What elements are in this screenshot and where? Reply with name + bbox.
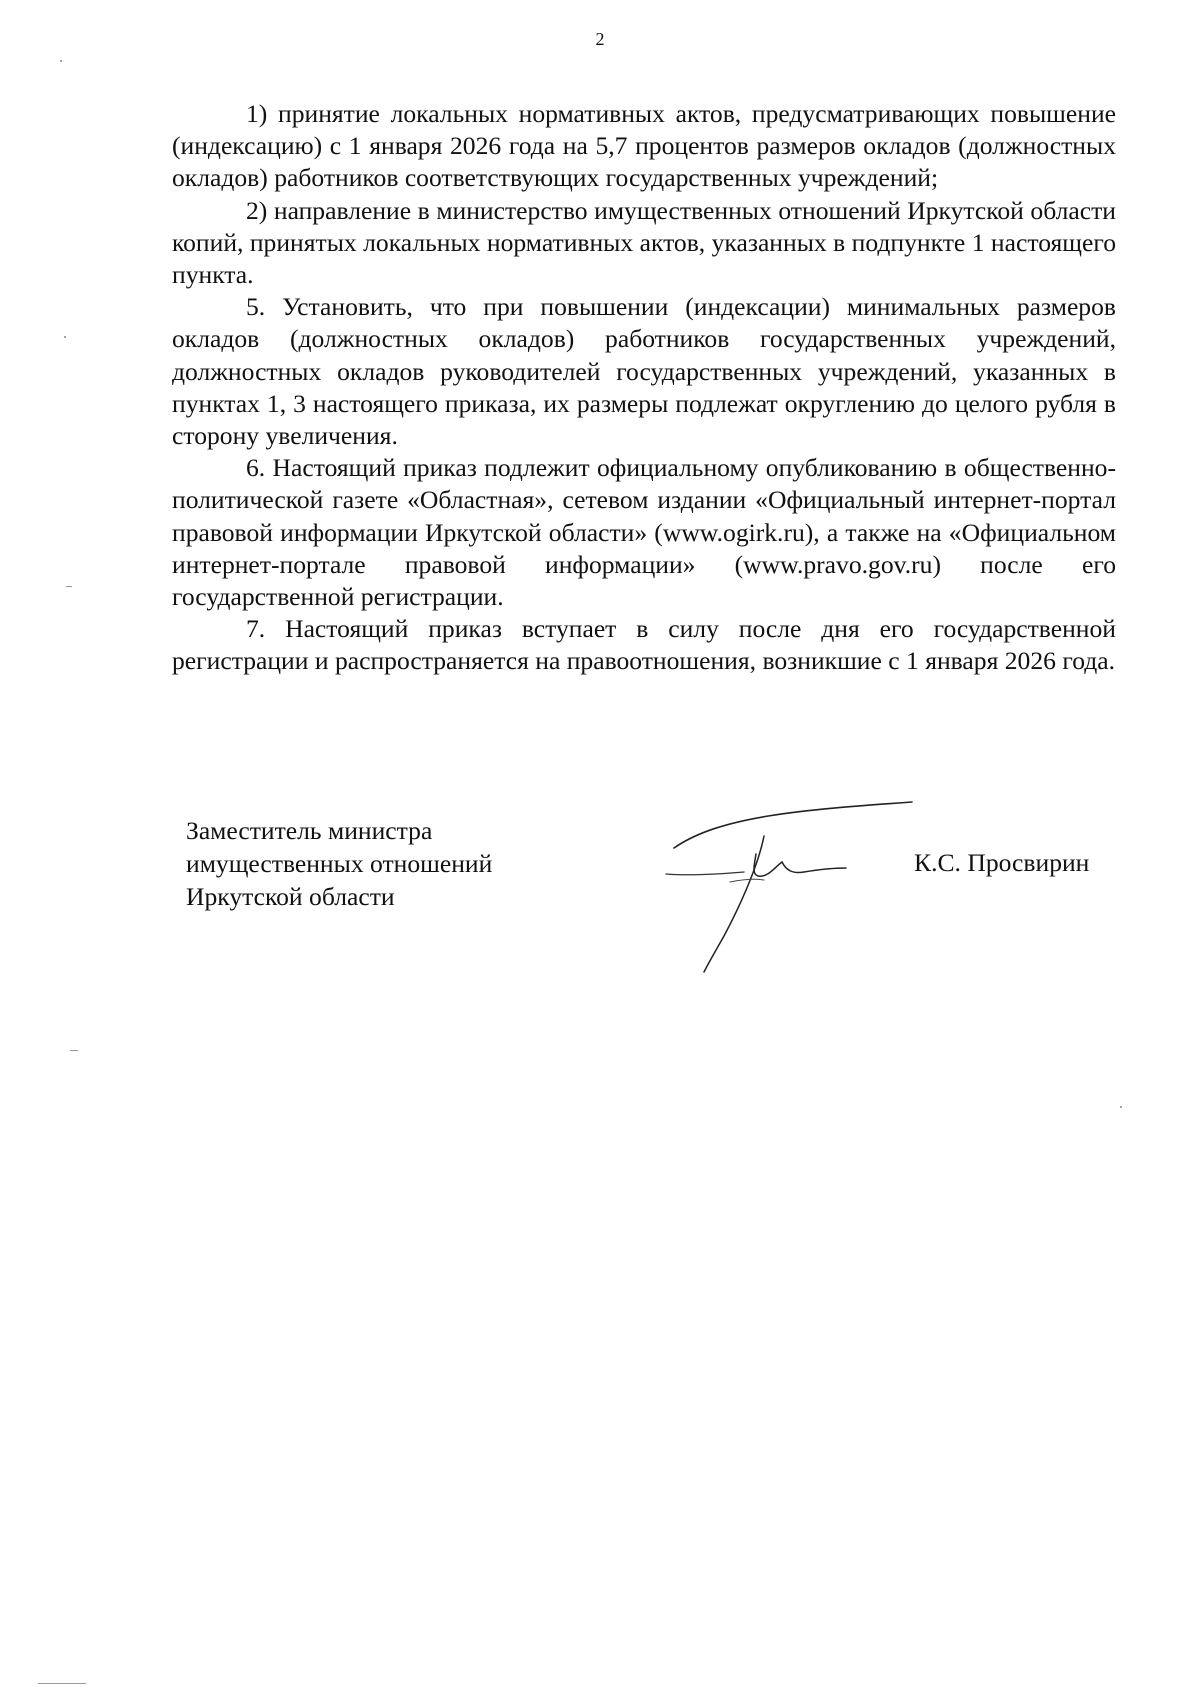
signer-name: К.С. Просвирин [914,848,1090,877]
document-body [172,98,1116,678]
scan-dot [60,60,62,62]
paragraph-subitem-1: 1) принятие локальных нормативных актов, предусматривающих повышение (индексацию) с 1 января 2026 года на 5,7 процентов размеров окладов (должностных окладов) работников соответствующих государственных учреждений; [172,99,1116,193]
paragraph-item-7: 7. Настоящий приказ вступает в силу после дня его государственной регистрации и распространяется на правоотношения, возникшие с 1 января 2026 года. [172,614,1116,676]
scan-mark [38,1683,86,1684]
paragraph-subitem-2: 2) направление в министерство имущественных отношений Иркутской области копий, принятых локальных нормативных актов, указанных в подпункте 1 настоящего пункта. [172,195,1116,290]
scan-mark [66,586,72,587]
scan-dot [64,336,66,338]
scan-dot [1120,1106,1122,1108]
handwritten-signature-icon [660,796,920,976]
scan-mark [70,1050,78,1051]
page-number: 2 [595,29,605,49]
paragraph-item-5: 5. Установить, что при повышении (индексации) минимальных размеров окладов (должностных окладов) работников государственных учреждений, должностных окладов руководителей государственных учреждений, указанных в пунктах 1, 3 настоящего приказа, их размеры подлежат округлению до целого рубля в сторону увеличения. [172,292,1116,451]
position-line-1: Заместитель министра [186,816,433,845]
paragraph-item-6: 6. Настоящий приказ подлежит официальному опубликованию в общественно-политической газете «Областная», сетевом издании «Официальный интернет-портал правовой информации Иркутской области» (www.ogirk.ru), а также на «Официальном интернет-портале правовой информации» (www.pravo.gov.ru) после его государственной регистрации. [172,453,1116,612]
position-line-2: имущественных отношений [186,849,493,878]
position-line-3: Иркутской области [186,882,395,911]
signatory-position [186,814,492,913]
